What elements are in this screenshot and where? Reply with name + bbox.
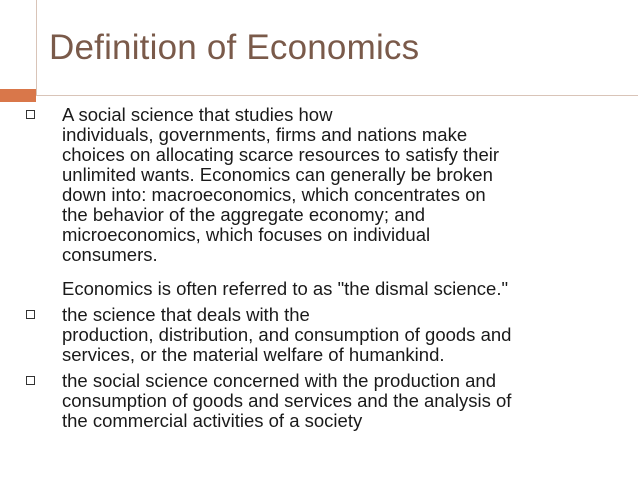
bullet-1-line: consumers. <box>62 244 158 265</box>
bullet-1-line: individuals, governments, firms and nations make <box>62 124 468 145</box>
bullet-list <box>26 105 626 431</box>
decorative-vertical-line <box>36 0 37 96</box>
bullet-item-3 <box>26 371 626 431</box>
slide-title: Definition of Economics <box>49 28 420 67</box>
bullet-3-line: the commercial activities of a society <box>62 410 363 431</box>
accent-bar <box>0 89 36 102</box>
bullet-1-extra-paragraph: Economics is often referred to as "the dismal science." <box>62 278 509 299</box>
bullet-2-line: services, or the material welfare of humankind. <box>62 344 445 365</box>
bullet-item-2 <box>26 305 626 365</box>
bullet-1-line: A social science that studies how <box>62 104 333 125</box>
title-divider <box>36 95 638 96</box>
bullet-1-line: unlimited wants. Economics can generally be broken <box>62 164 493 185</box>
square-bullet-icon <box>26 310 35 319</box>
bullet-1-line: down into: macroeconomics, which concentrates on <box>62 184 486 205</box>
bullet-3-line: the social science concerned with the production and <box>62 370 496 391</box>
bullet-1-line: microeconomics, which focuses on individual <box>62 224 431 245</box>
bullet-1-line: choices on allocating scarce resources to satisfy their <box>62 144 500 165</box>
square-bullet-icon <box>26 110 35 119</box>
bullet-2-line: production, distribution, and consumption of goods and <box>62 324 512 345</box>
bullet-1-line: the behavior of the aggregate economy; and <box>62 204 426 225</box>
bullet-item-1 <box>26 105 626 299</box>
bullet-2-line: the science that deals with the <box>62 304 310 325</box>
bullet-3-line: consumption of goods and services and the analysis of <box>62 390 512 411</box>
square-bullet-icon <box>26 376 35 385</box>
